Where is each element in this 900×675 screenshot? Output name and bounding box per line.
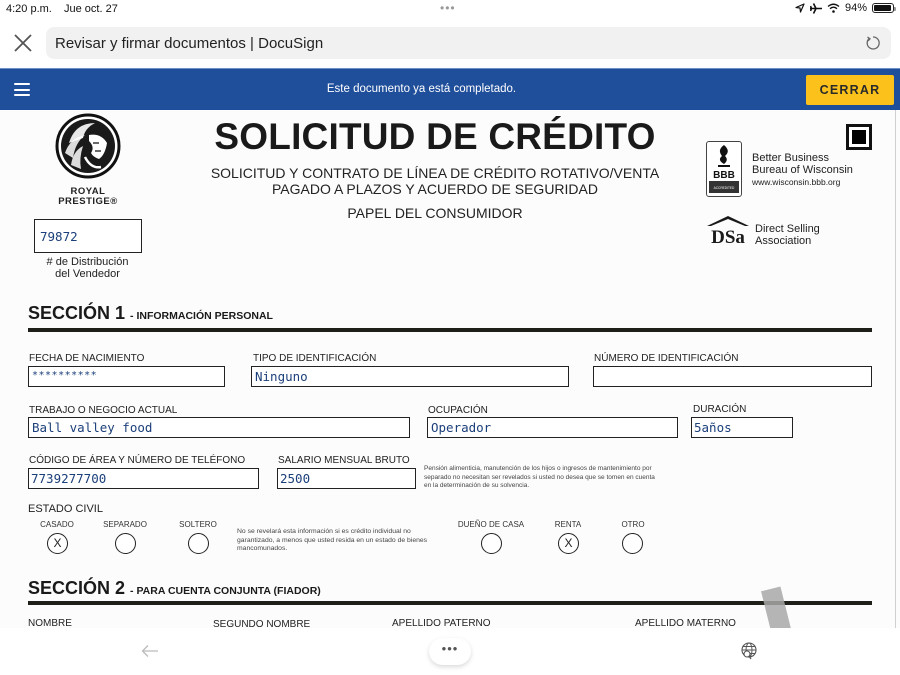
globe-search-icon[interactable] [740,642,759,661]
selected-x-mark: X [564,536,573,550]
distributor-label-line-2: del Vendedor [55,268,120,280]
middle-name-label: SEGUNDO NOMBRE [213,619,311,628]
dsa-text [755,223,820,247]
phone-value: 7739277700 [31,471,107,486]
brand-line-1: ROYAL [70,186,106,197]
scroll-indicator-overlay [761,586,795,628]
duration-field[interactable] [691,417,793,438]
dob-value: ********** [32,370,98,381]
dsa-line-1: Direct Selling [755,223,820,235]
maternal-surname-label: APELLIDO MATERNO [635,618,736,628]
section-2-subtitle: - PARA CUENTA CONJUNTA (FIADOR) [130,585,321,597]
phone-label: CÓDIGO DE ÁREA Y NÚMERO DE TELÉFONO [29,455,246,466]
phone-field[interactable] [28,468,259,489]
civil-option-married-label: CASADO [40,520,74,529]
status-date: Jue oct. 27 [64,3,118,15]
section-1-divider [28,328,872,332]
distributor-number-value: 79872 [40,229,78,244]
dob-field[interactable] [28,366,225,387]
id-type-value: Ninguno [255,369,308,384]
employer-value: Ball valley food [32,420,153,435]
radio-mark [116,534,135,553]
distributor-number-field[interactable] [34,219,142,253]
battery-fill [874,5,891,11]
selected-x-mark: X [53,536,62,550]
battery-icon [872,3,894,13]
dsa-line-2: Association [755,235,812,247]
duration-label: DURACIÓN [693,404,747,415]
id-number-label: NÚMERO DE IDENTIFICACIÓN [594,353,739,364]
reload-icon[interactable] [865,35,881,51]
subtitle-line-2: PAGADO A PLAZOS Y ACUERDO DE SEGURIDAD [272,181,598,197]
radio-mark [623,534,642,553]
brand-line-2: PRESTIGE® [58,196,118,207]
section-1-number: SECCIÓN 1 [28,303,126,323]
document-subtitle [190,165,680,197]
employer-field[interactable] [28,417,410,438]
housing-option-owner-radio[interactable] [481,533,502,554]
civil-option-single-radio[interactable] [188,533,209,554]
civil-option-married-radio[interactable] [47,533,68,554]
document-subtitle-consumer: PAPEL DEL CONSUMIDOR [347,205,523,221]
first-name-label: NOMBRE [28,618,72,628]
section-1-subtitle: - INFORMACIÓN PERSONAL [130,310,273,322]
section-2-divider [28,601,872,605]
status-time: 4:20 p.m. [6,3,52,15]
document-scrollbar[interactable] [895,110,896,628]
paternal-surname-label: APELLIDO PATERNO [392,618,491,628]
civil-option-separated-label: SEPARADO [103,520,147,529]
subtitle-line-1: SOLICITUD Y CONTRATO DE LÍNEA DE CRÉDITO ROTATIVO/VENTA [210,165,660,181]
svg-text:ACCREDITED: ACCREDITED [713,186,735,190]
salary-value: 2500 [280,471,311,486]
completion-banner [0,68,900,110]
bbb-url: www.wisconsin.bbb.org [752,177,841,187]
radio-mark [482,534,501,553]
location-icon [795,3,805,13]
occupation-field[interactable] [427,417,678,438]
multitasking-dots[interactable]: ••• [440,1,456,15]
duration-value: 5años [694,420,732,435]
distributor-label-line-1: # de Distribución [46,256,129,268]
bbb-badge-text: BBB [713,170,735,181]
civil-status-label: ESTADO CIVIL [28,503,103,515]
housing-option-other-label: OTRO [621,520,645,529]
occupation-label: OCUPACIÓN [428,405,488,416]
housing-option-other-radio[interactable] [622,533,643,554]
housing-option-rent-radio[interactable] [558,533,579,554]
dob-label: FECHA DE NACIMIENTO [29,353,145,364]
section-1-title [28,303,273,324]
bbb-line-1: Better Business [752,152,830,164]
salary-field[interactable] [277,468,416,489]
royal-prestige-lion-logo [55,113,121,179]
civil-option-separated-radio[interactable] [115,533,136,554]
section-2-title [28,578,321,599]
occupation-value: Operador [431,420,492,435]
id-type-label: TIPO DE IDENTIFICACIÓN [253,353,377,364]
dsa-logo-text: DSa [711,227,745,246]
status-bar [0,0,900,20]
page-title: Revisar y firmar documentos | DocuSign [55,35,324,52]
page-title-bar[interactable] [46,27,891,59]
document-title: SOLICITUD DE CRÉDITO [214,116,656,157]
qr-marker-icon [846,124,872,150]
banner-message: Este documento ya está completado. [326,83,517,95]
id-number-field[interactable] [593,366,872,387]
salary-label: SALARIO MENSUAL BRUTO [278,455,410,466]
civil-status-note: No se revelará esta información si es crédito individual no garantizado, a menos que usted resida en un estado de bienes mancomunados. [237,528,428,552]
distributor-number-label [30,256,145,280]
housing-option-rent-label: RENTA [554,520,582,529]
close-button[interactable]: CERRAR [806,75,894,105]
employer-label: TRABAJO O NEGOCIO ACTUAL [29,405,178,416]
radio-mark [189,534,208,553]
royal-prestige-brand [40,187,136,207]
housing-option-owner-label: DUEÑO DE CASA [457,520,525,529]
civil-option-single-label: SOLTERO [179,520,217,529]
more-options-button[interactable]: ••• [429,638,471,665]
status-icons [795,2,894,14]
back-arrow-icon[interactable] [141,644,159,658]
dsa-logo [703,214,753,246]
bbb-logo [706,141,742,197]
section-2-number: SECCIÓN 2 [28,578,126,598]
wifi-icon [827,3,840,13]
airplane-icon [810,3,822,14]
bbb-text [752,152,853,188]
id-type-field[interactable] [251,366,569,387]
close-icon[interactable] [12,32,34,54]
bbb-line-2: Bureau of Wisconsin [752,164,853,176]
battery-percent: 94% [844,2,867,14]
salary-note: Pensión alimenticia, manutención de los hijos o ingresos de mantenimiento por separado no necesitan ser revelados si usted no desea que se tomen en cuenta en la determinación de su solvencia. [424,465,655,489]
bottom-toolbar [0,628,900,675]
document-viewer[interactable] [0,110,900,628]
